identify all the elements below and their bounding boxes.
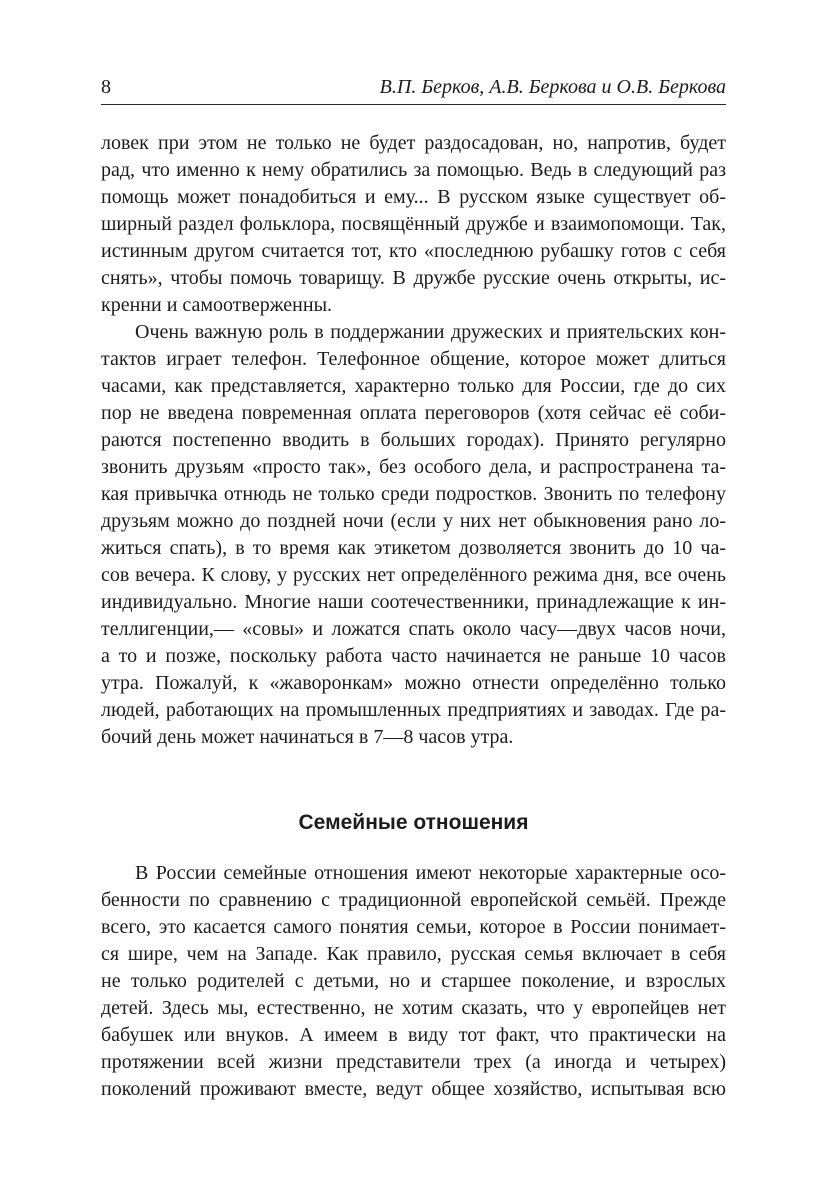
text-line: сов вечера. К слову, у русских нет определённого режима дня, все очень bbox=[101, 564, 726, 586]
text-line: не только родителей с детьми, но и старшее поколение, и взрослых bbox=[101, 970, 726, 992]
text-line: снять», чтобы помочь товарищу. В дружбе русские очень открыты, ис- bbox=[101, 267, 726, 289]
text-line: раются постепенно вводить в больших городах). Принято регулярно bbox=[101, 429, 726, 451]
text-line: помощь может понадобиться и ему... В русском языке существует об- bbox=[101, 186, 726, 208]
text-line: ловек при этом не только не будет раздосадован, но, напротив, будет bbox=[101, 132, 726, 154]
text-line: Очень важную роль в поддержании дружеских и приятельских кон- bbox=[135, 321, 726, 343]
text-line: утра. Пожалуй, к «жаворонкам» можно отнести определённо только bbox=[101, 672, 726, 694]
text-line: житься спать), в то время как этикетом дозволяется звонить до 10 ча- bbox=[101, 537, 726, 559]
text-line: теллигенции,— «совы» и ложатся спать около часу—двух часов ночи, bbox=[101, 618, 726, 640]
authors-running-title: В.П. Берков, А.В. Беркова и О.В. Беркова bbox=[379, 76, 726, 98]
text-line: кая привычка отнюдь не только среди подростков. Звонить по телефону bbox=[101, 483, 726, 505]
page-number: 8 bbox=[101, 76, 111, 98]
header-rule bbox=[101, 104, 726, 105]
text-line: друзьям можно до поздней ночи (если у них нет обыкновения рано ло- bbox=[101, 510, 726, 532]
text-line: протяжении всей жизни представители трех (а иногда и четырех) bbox=[101, 1051, 726, 1073]
text-line: тактов играет телефон. Телефонное общение, которое может длиться bbox=[101, 348, 726, 370]
text-line: бенности по сравнению с традиционной европейской семьёй. Прежде bbox=[101, 889, 726, 911]
text-line: ся шире, чем на Западе. Как правило, русская семья включает в себя bbox=[101, 943, 726, 965]
text-line: звонить друзьям «просто так», без особого дела, и распространена та- bbox=[101, 456, 726, 478]
text-line: В России семейные отношения имеют некоторые характерные осо- bbox=[135, 862, 726, 884]
text-line: часами, как представляется, характерно только для России, где до сих bbox=[101, 375, 726, 397]
text-line: детей. Здесь мы, естественно, не хотим сказать, что у европейцев нет bbox=[101, 997, 726, 1019]
text-line: рад, что именно к нему обратились за помощью. Ведь в следующий раз bbox=[101, 159, 726, 181]
text-line: ширный раздел фольклора, посвящённый дружбе и взаимопомощи. Так, bbox=[101, 213, 726, 235]
text-line: истинным другом считается тот, кто «последнюю рубашку готов с себя bbox=[101, 240, 726, 262]
section-heading: Семейные отношения bbox=[298, 811, 529, 834]
running-header bbox=[101, 73, 726, 101]
text-line: людей, работающих на промышленных предприятиях и заводах. Где ра- bbox=[101, 699, 726, 721]
text-line: а то и позже, поскольку работа часто начинается не раньше 10 часов bbox=[101, 645, 726, 667]
text-line: бочий день может начинаться в 7—8 часов утра. bbox=[101, 726, 514, 748]
text-line: индивидуально. Многие наши соотечественники, принадлежащие к ин- bbox=[101, 591, 726, 613]
text-line: бабушек или внуков. А имеем в виду тот факт, что практически на bbox=[101, 1024, 726, 1046]
text-line: кренни и самоотверженны. bbox=[101, 294, 333, 316]
text-line: всего, это касается самого понятия семьи, которое в России понимает- bbox=[101, 916, 726, 938]
text-line: поколений проживают вместе, ведут общее хозяйство, испытывая всю bbox=[101, 1078, 726, 1100]
text-line: пор не введена повременная оплата переговоров (хотя сейчас её соби- bbox=[101, 402, 726, 424]
